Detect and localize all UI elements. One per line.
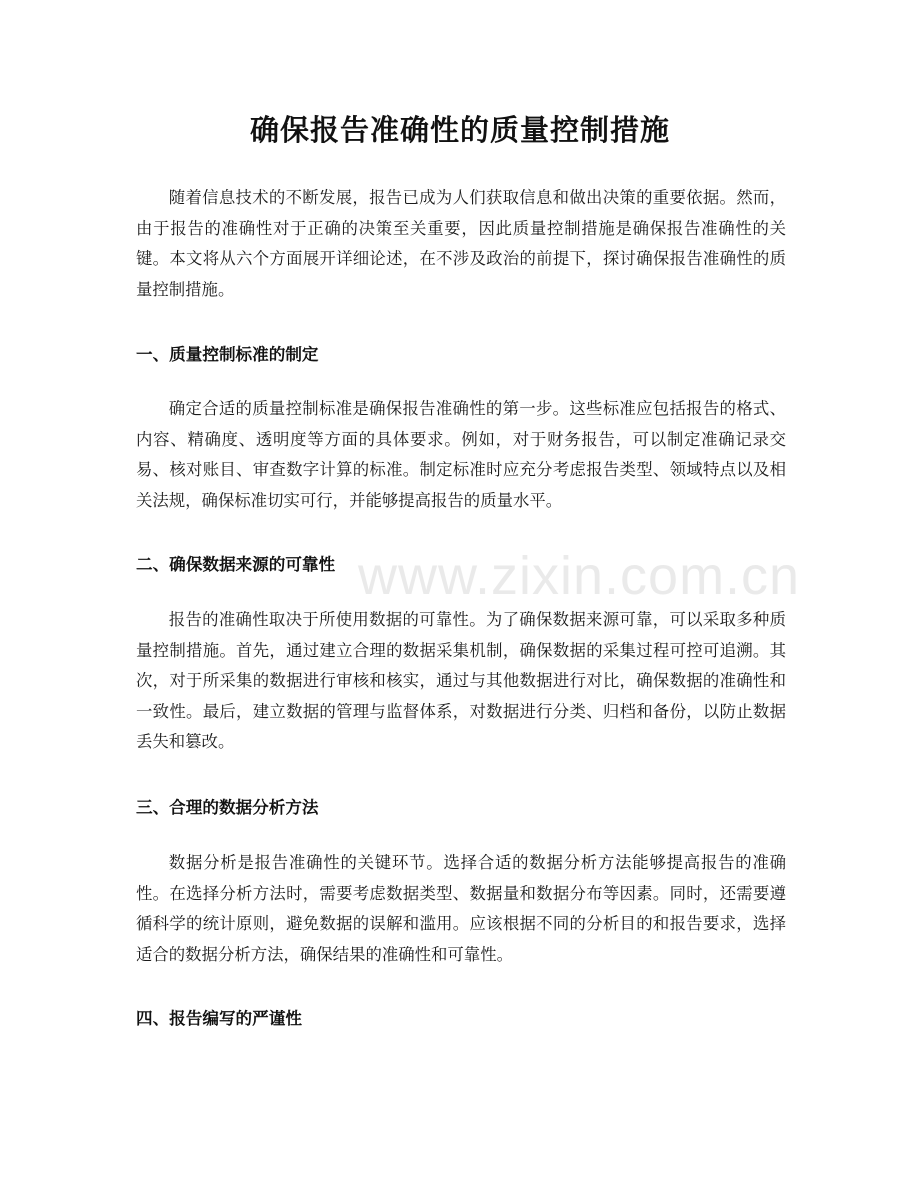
section-heading-2: 二、确保数据来源的可靠性: [136, 555, 336, 574]
document-title: 确保报告准确性的质量控制措施: [249, 113, 670, 147]
section-body-1: 确定合适的质量控制标准是确保报告准确性的第一步。这些标准应包括报告的格式、内容、精确度、透明度等方面的具体要求。例如，对于财务报告，可以制定准确记录交易、核对账目、审查数字计算的标准。制定标准时应充分考虑报告类型、领域特点以及相关法规，确保标准切实可行，并能够提高报告的质量水平。: [136, 399, 786, 510]
section-heading-1: 一、质量控制标准的制定: [136, 345, 319, 364]
section-heading-4: 四、报告编写的严谨性: [136, 1009, 302, 1028]
intro-paragraph: 随着信息技术的不断发展，报告已成为人们获取信息和做出决策的重要依据。然而，由于报告的准确性对于正确的决策至关重要，因此质量控制措施是确保报告准确性的关键。本文将从六个方面展开详细论述，在不涉及政治的前提下，探讨确保报告准确性的质量控制措施。: [136, 188, 786, 299]
section-body-2: 报告的准确性取决于所使用数据的可靠性。为了确保数据来源可靠，可以采取多种质量控制措施。首先，通过建立合理的数据采集机制，确保数据的采集过程可控可追溯。其次，对于所采集的数据进行审核和核实，通过与其他数据进行对比，确保数据的准确性和一致性。最后，建立数据的管理与监督体系，对数据进行分类、归档和备份，以防止数据丢失和篡改。: [136, 610, 786, 751]
watermark: www.zixin.com.cn: [358, 546, 801, 606]
section-heading-3: 三、合理的数据分析方法: [136, 798, 319, 817]
section-body-3: 数据分析是报告准确性的关键环节。选择合适的数据分析方法能够提高报告的准确性。在选择分析方法时，需要考虑数据类型、数据量和数据分布等因素。同时，还需要遵循科学的统计原则，避免数据的误解和滥用。应该根据不同的分析目的和报告要求，选择适合的数据分析方法，确保结果的准确性和可靠性。: [136, 853, 786, 964]
